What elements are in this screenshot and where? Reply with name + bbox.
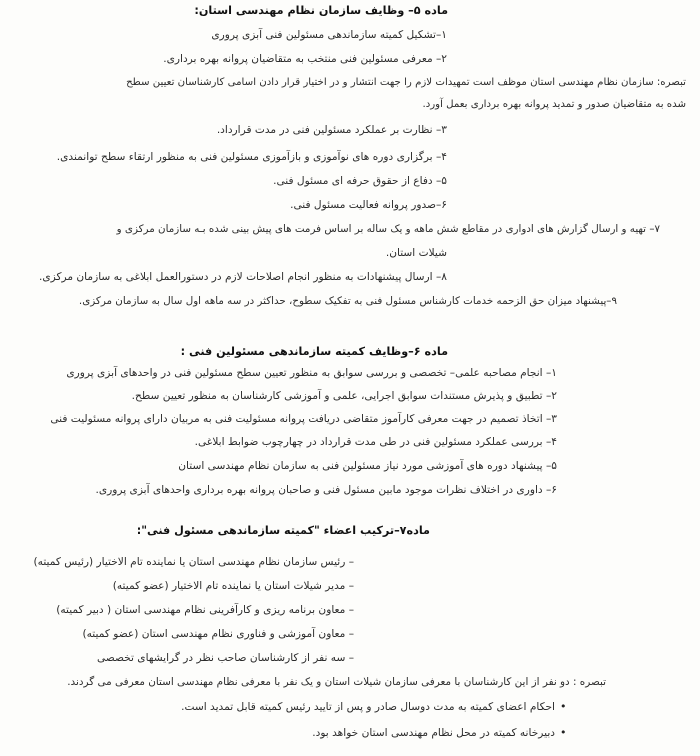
section5-note: تبصره: سازمان نظام مهندسی استان موظف است تمهیدات لازم را جهت انتشار و در اختیار قرار دادن اسامی کارشناسان تعیین سطح: [126, 77, 686, 88]
section6-item-3: ۳– اتخاذ تصمیم در جهت معرفی کارآموز متقاضی دریافت پروانه مسئولیت فنی به مربیان دارای پروانه مسئولیت فنی: [50, 413, 557, 425]
section6-heading: ماده ۶–وظایف کمیته سازماندهی مسئولین فنی :: [180, 345, 448, 358]
bullet-icon: •: [560, 700, 567, 713]
section5-item-9: ۹–پیشنهاد میزان حق الزحمه خدمات کارشناس مسئول فنی به تفکیک سطوح، حداکثر در سه ماهه اول سال به سازمان مرکزی.: [78, 295, 617, 307]
committee-member-1: – رئیس سازمان نظام مهندسی استان یا نماینده تام الاختیار (رئیس کمیته): [33, 556, 354, 568]
section5-item-3: ۳– نظارت بر عملکرد مسئولین فنی در مدت قرارداد.: [216, 124, 447, 136]
section6-item-4: ۴– بررسی عملکرد مسئولین فنی در طی مدت قرارداد در چهارچوب ضوابط ابلاغی.: [194, 436, 557, 448]
bullet-icon: •: [560, 726, 567, 739]
section7-bullet-text-1: احکام اعضای کمیته به مدت دوسال صادر و پس از تایید رئیس کمیته قابل تمدید است.: [181, 701, 555, 713]
committee-member-5: – سه نفر از کارشناسان صاحب نظر در گرایشهای تخصصی: [96, 652, 354, 664]
section5-item-4: ۴– برگزاری دوره های نوآموزی و بازآموزی مسئولین فنی به منظور ارتقاء سطح توانمندی.: [56, 151, 447, 163]
committee-member-3: – معاون برنامه ریزی و کارآفرینی نظام مهندسی استان ( دبیر کمیته): [56, 604, 354, 616]
section5-heading: ماده ۵– وظایف سازمان نظام مهندسی استان:: [194, 4, 448, 17]
section5-note-cont: شده به متقاضیان صدور و تمدید پروانه بهره برداری بعمل آورد.: [422, 99, 686, 110]
section6-item-1: ۱– انجام مصاحبه علمی– تخصصی و بررسی سوابق به منظور تعیین سطح مسئولین فنی در واحدهای آبزی پروری: [66, 367, 557, 379]
section6-item-6: ۶– داوری در اختلاف نظرات موجود مابین مسئول فنی و صاحبان پروانه بهره برداری واحدهای آبزی پروری.: [95, 484, 557, 496]
committee-member-2: – مدیر شیلات استان یا نماینده تام الاختیار (عضو کمیته): [112, 580, 354, 592]
section7-bullet-text-2: دبیرخانه کمیته در محل نظام مهندسی استان خواهد بود.: [312, 727, 555, 739]
section5-item-2: ۲– معرفی مسئولین فنی منتخب به متقاضیان پروانه بهره برداری.: [163, 53, 447, 65]
section5-item-7: ۷– تهیه و ارسال گزارش های ادواری در مقاطع شش ماهه و یک ساله بر اساس فرمت های پیش بینی شده بـه سازمان مرکزی و: [116, 223, 660, 235]
section5-item-1: ۱–تشکیل کمیته سازماندهی مسئولین فنی آبزی پروری: [211, 29, 447, 41]
section6-item-5: ۵– پیشنهاد دوره های آموزشی مورد نیاز مسئولین فنی به سازمان نظام مهندسی استان: [178, 460, 557, 472]
section5-item-5: ۵– دفاع از حقوق حرفه ای مسئول فنی.: [273, 175, 447, 187]
section5-item-6: ۶–صدور پروانه فعالیت مسئول فنی.: [290, 199, 447, 211]
section5-item-7-cont: شیلات استان.: [385, 247, 447, 259]
section7-note: تبصره : دو نفر از این کارشناسان با معرفی سازمان شیلات استان و یک نفر با معرفی نظام مهندسی استان معرفی می گردند.: [67, 676, 606, 688]
section5-item-8: ۸– ارسال پیشنهادات به منظور انجام اصلاحات لازم در دستورالعمل ابلاغی به سازمان مرکزی.: [38, 271, 447, 283]
section7-heading: ماده۷–ترکیب اعضاء "کمیته سازماندهی مسئول فنی":: [136, 524, 430, 537]
section6-item-2: ۲– تطبیق و پذیرش مستندات سوابق اجرایی، علمی و آموزشی کارشناسان به منظور تعیین سطح.: [131, 390, 557, 402]
committee-member-4: – معاون آموزشی و فناوری نظام مهندسی استان (عضو کمیته): [82, 628, 354, 640]
